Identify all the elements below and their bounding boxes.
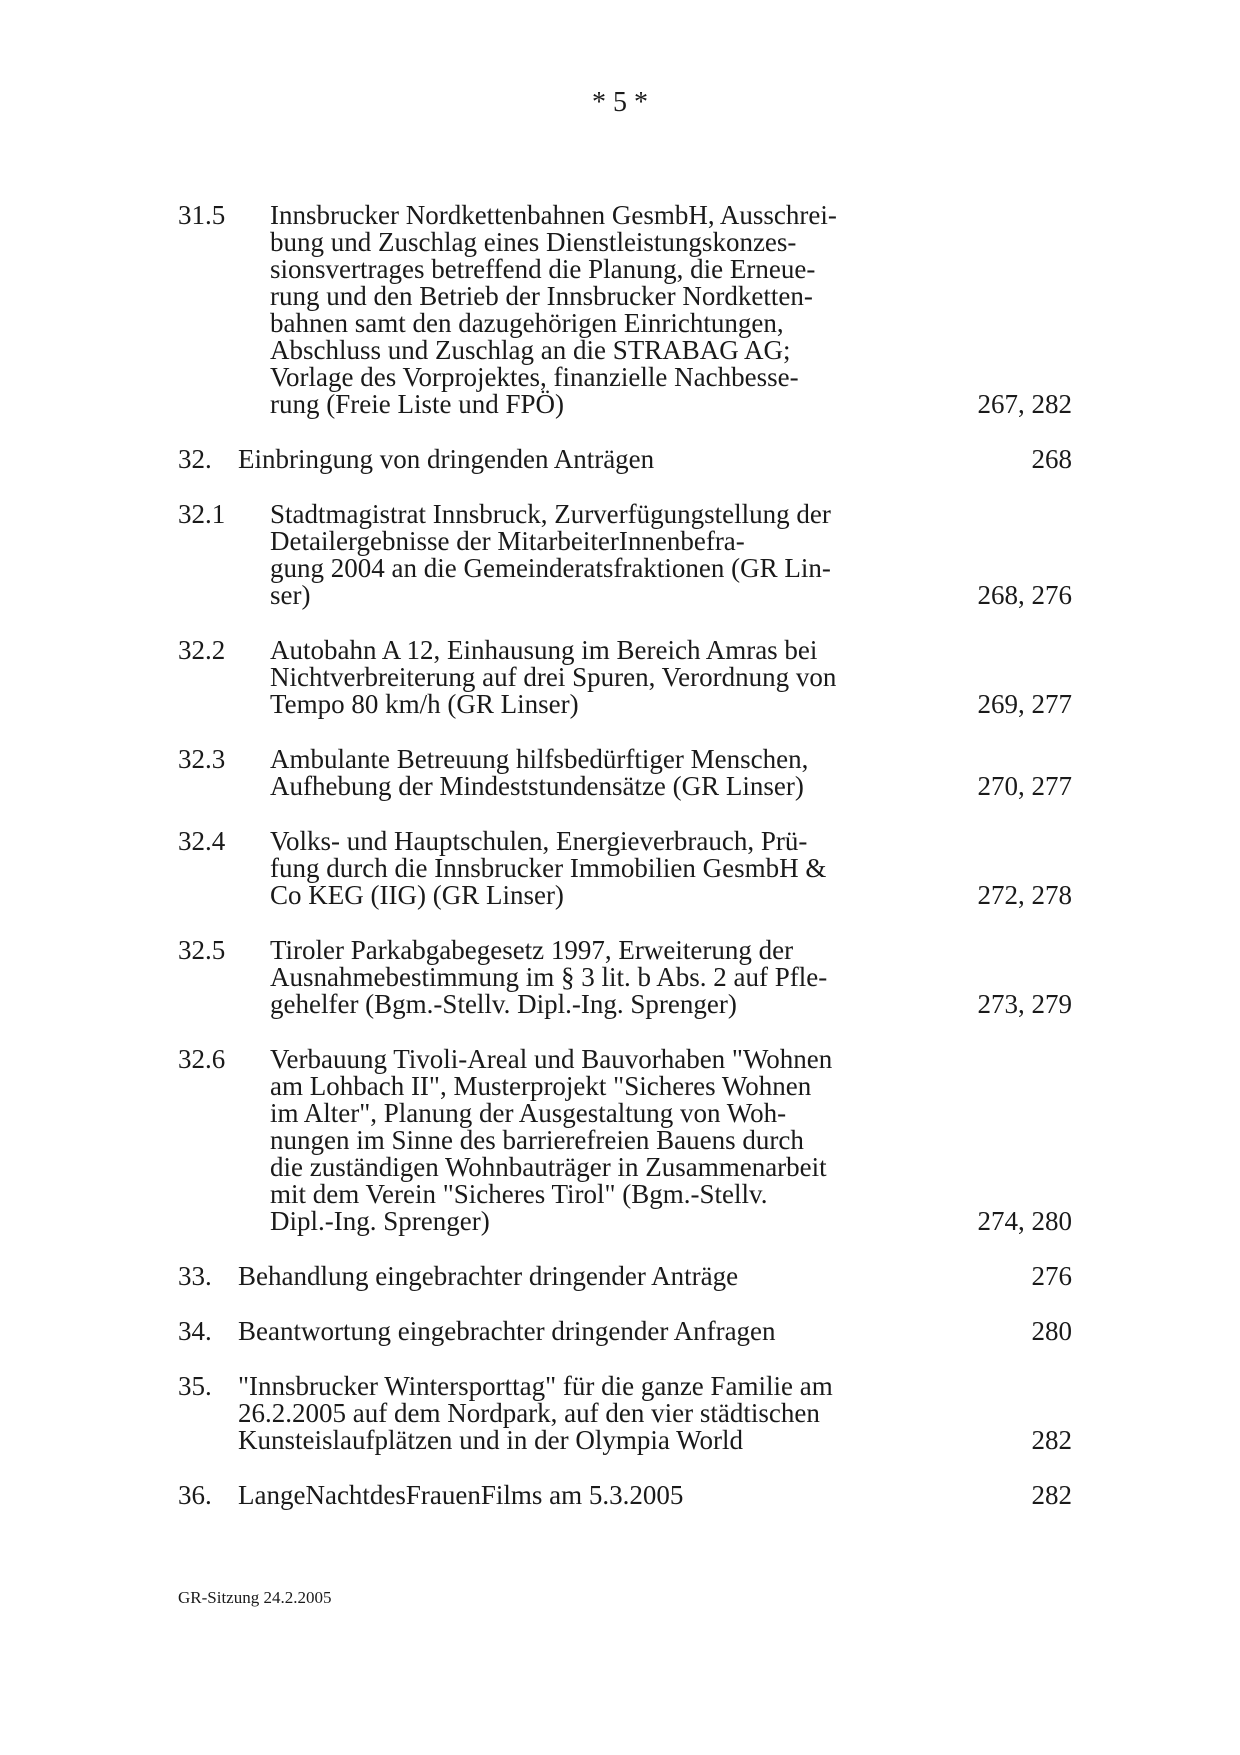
entry-title-line: Beantwortung eingebrachter dringender Anfragen (238, 1316, 776, 1346)
entry-title-line: ser) (270, 580, 311, 610)
entry-number: 32. (178, 444, 212, 474)
entry-title-line: 26.2.2005 auf dem Nordpark, auf den vier städtischen (238, 1398, 820, 1428)
entry-number: 32.2 (178, 635, 226, 665)
entry-title-line: am Lohbach II", Musterprojekt "Sicheres Wohnen (270, 1071, 812, 1101)
entry-title-line: Volks- und Hauptschulen, Energieverbrauch, Prü- (270, 826, 808, 856)
entry-number: 32.4 (178, 826, 226, 856)
toc-sub-entry (178, 828, 1072, 909)
entry-title-line: rung (Freie Liste und FPÖ) (270, 389, 564, 419)
toc-sub-entry (178, 501, 1072, 609)
entry-title-line: Stadtmagistrat Innsbruck, Zurverfügungstellung der (270, 499, 831, 529)
entry-title-line: nungen im Sinne des barrierefreien Bauens durch (270, 1125, 804, 1155)
entry-title-line: sionsvertrages betreffend die Planung, die Erneue- (270, 254, 816, 284)
entry-title (178, 202, 1072, 418)
entry-title-line: bung und Zuschlag eines Dienstleistungskonzes- (270, 227, 797, 257)
entry-title (178, 1373, 1072, 1454)
entry-title-line: Vorlage des Vorprojektes, finanzielle Nachbesse- (270, 362, 799, 392)
entry-number: 35. (178, 1371, 212, 1401)
toc-sub-entry (178, 937, 1072, 1018)
entry-page-numbers: 274, 280 (977, 1206, 1072, 1236)
entry-page-numbers: 273, 279 (977, 989, 1072, 1019)
entry-number: 32.3 (178, 744, 226, 774)
entry-page-numbers: 272, 278 (977, 880, 1072, 910)
toc-sub-entry (178, 637, 1072, 718)
entry-title-line: gung 2004 an die Gemeinderatsfraktionen (GR Lin- (270, 553, 831, 583)
entry-title-line: Tempo 80 km/h (GR Linser) (270, 689, 579, 719)
entry-number: 32.6 (178, 1044, 226, 1074)
entry-number: 33. (178, 1261, 212, 1291)
entry-title-line: "Innsbrucker Wintersporttag" für die ganze Familie am (238, 1371, 833, 1401)
entry-title (178, 1046, 1072, 1235)
entry-title-line: Detailergebnisse der MitarbeiterInnenbefra- (270, 526, 745, 556)
entry-page-numbers: 267, 282 (977, 389, 1072, 419)
entry-title-line: Verbauung Tivoli-Areal und Bauvorhaben "Wohnen (270, 1044, 833, 1074)
entry-title-line: Ausnahmebestimmung im § 3 lit. b Abs. 2 auf Pfle- (270, 962, 828, 992)
entry-page-numbers: 280 (1031, 1316, 1072, 1346)
toc-main-entry (178, 1318, 1072, 1345)
toc-main-entry (178, 446, 1072, 473)
toc-sub-entry (178, 746, 1072, 800)
entry-number: 32.5 (178, 935, 226, 965)
entry-title (178, 1318, 1072, 1345)
entry-title-line: Abschluss und Zuschlag an die STRABAG AG; (270, 335, 791, 365)
entry-title (178, 1263, 1072, 1290)
entry-title-line: Autobahn A 12, Einhausung im Bereich Amras bei (270, 635, 818, 665)
entry-title-line: LangeNachtdesFrauenFilms am 5.3.2005 (238, 1480, 684, 1510)
entry-title-line: Ambulante Betreuung hilfsbedürftiger Menschen, (270, 744, 809, 774)
entry-page-numbers: 269, 277 (977, 689, 1072, 719)
entry-title-line: bahnen samt den dazugehörigen Einrichtungen, (270, 308, 784, 338)
toc-main-entry (178, 1263, 1072, 1290)
entry-title-line: Co KEG (IIG) (GR Linser) (270, 880, 564, 910)
entry-title-line: Nichtverbreiterung auf drei Spuren, Verordnung von (270, 662, 837, 692)
entry-title-line: die zuständigen Wohnbauträger in Zusammenarbeit (270, 1152, 827, 1182)
entry-title-line: rung und den Betrieb der Innsbrucker Nordketten- (270, 281, 813, 311)
entry-page-numbers: 270, 277 (977, 771, 1072, 801)
page-number-header: * 5 * (592, 87, 648, 118)
toc-sub-entry (178, 202, 1072, 418)
toc-main-entry (178, 1373, 1072, 1454)
entry-number: 32.1 (178, 499, 226, 529)
entry-title (178, 937, 1072, 1018)
entry-title (178, 446, 1072, 473)
entry-title (178, 746, 1072, 800)
entry-page-numbers: 282 (1031, 1480, 1072, 1510)
entry-title-line: fung durch die Innsbrucker Immobilien GesmbH & (270, 853, 827, 883)
entry-page-numbers: 276 (1031, 1261, 1072, 1291)
entry-page-numbers: 268, 276 (977, 580, 1072, 610)
entry-page-numbers: 282 (1031, 1425, 1072, 1455)
entry-number: 36. (178, 1480, 212, 1510)
entry-title-line: Behandlung eingebrachter dringender Anträge (238, 1261, 739, 1291)
entry-title (178, 828, 1072, 909)
entry-title-line: Aufhebung der Mindeststundensätze (GR Linser) (270, 771, 804, 801)
toc-sub-entry (178, 1046, 1072, 1235)
entry-title-line: mit dem Verein "Sicheres Tirol" (Bgm.-Stellv. (270, 1179, 768, 1209)
entry-title-line: im Alter", Planung der Ausgestaltung von Woh- (270, 1098, 787, 1128)
table-of-contents (178, 202, 1072, 1509)
page-footer: GR-Sitzung 24.2.2005 (178, 1588, 332, 1607)
entry-title-line: gehelfer (Bgm.-Stellv. Dipl.-Ing. Sprenger) (270, 989, 737, 1019)
entry-title-line: Innsbrucker Nordkettenbahnen GesmbH, Ausschrei- (270, 200, 837, 230)
entry-title (178, 637, 1072, 718)
entry-title (178, 501, 1072, 609)
entry-title-line: Kunsteislaufplätzen und in der Olympia World (238, 1425, 743, 1455)
entry-title-line: Einbringung von dringenden Anträgen (238, 444, 655, 474)
entry-title (178, 1482, 1072, 1509)
entry-number: 34. (178, 1316, 212, 1346)
entry-page-numbers: 268 (1031, 444, 1072, 474)
entry-number: 31.5 (178, 200, 226, 230)
toc-main-entry (178, 1482, 1072, 1509)
entry-title-line: Dipl.-Ing. Sprenger) (270, 1206, 490, 1236)
entry-title-line: Tiroler Parkabgabegesetz 1997, Erweiterung der (270, 935, 794, 965)
